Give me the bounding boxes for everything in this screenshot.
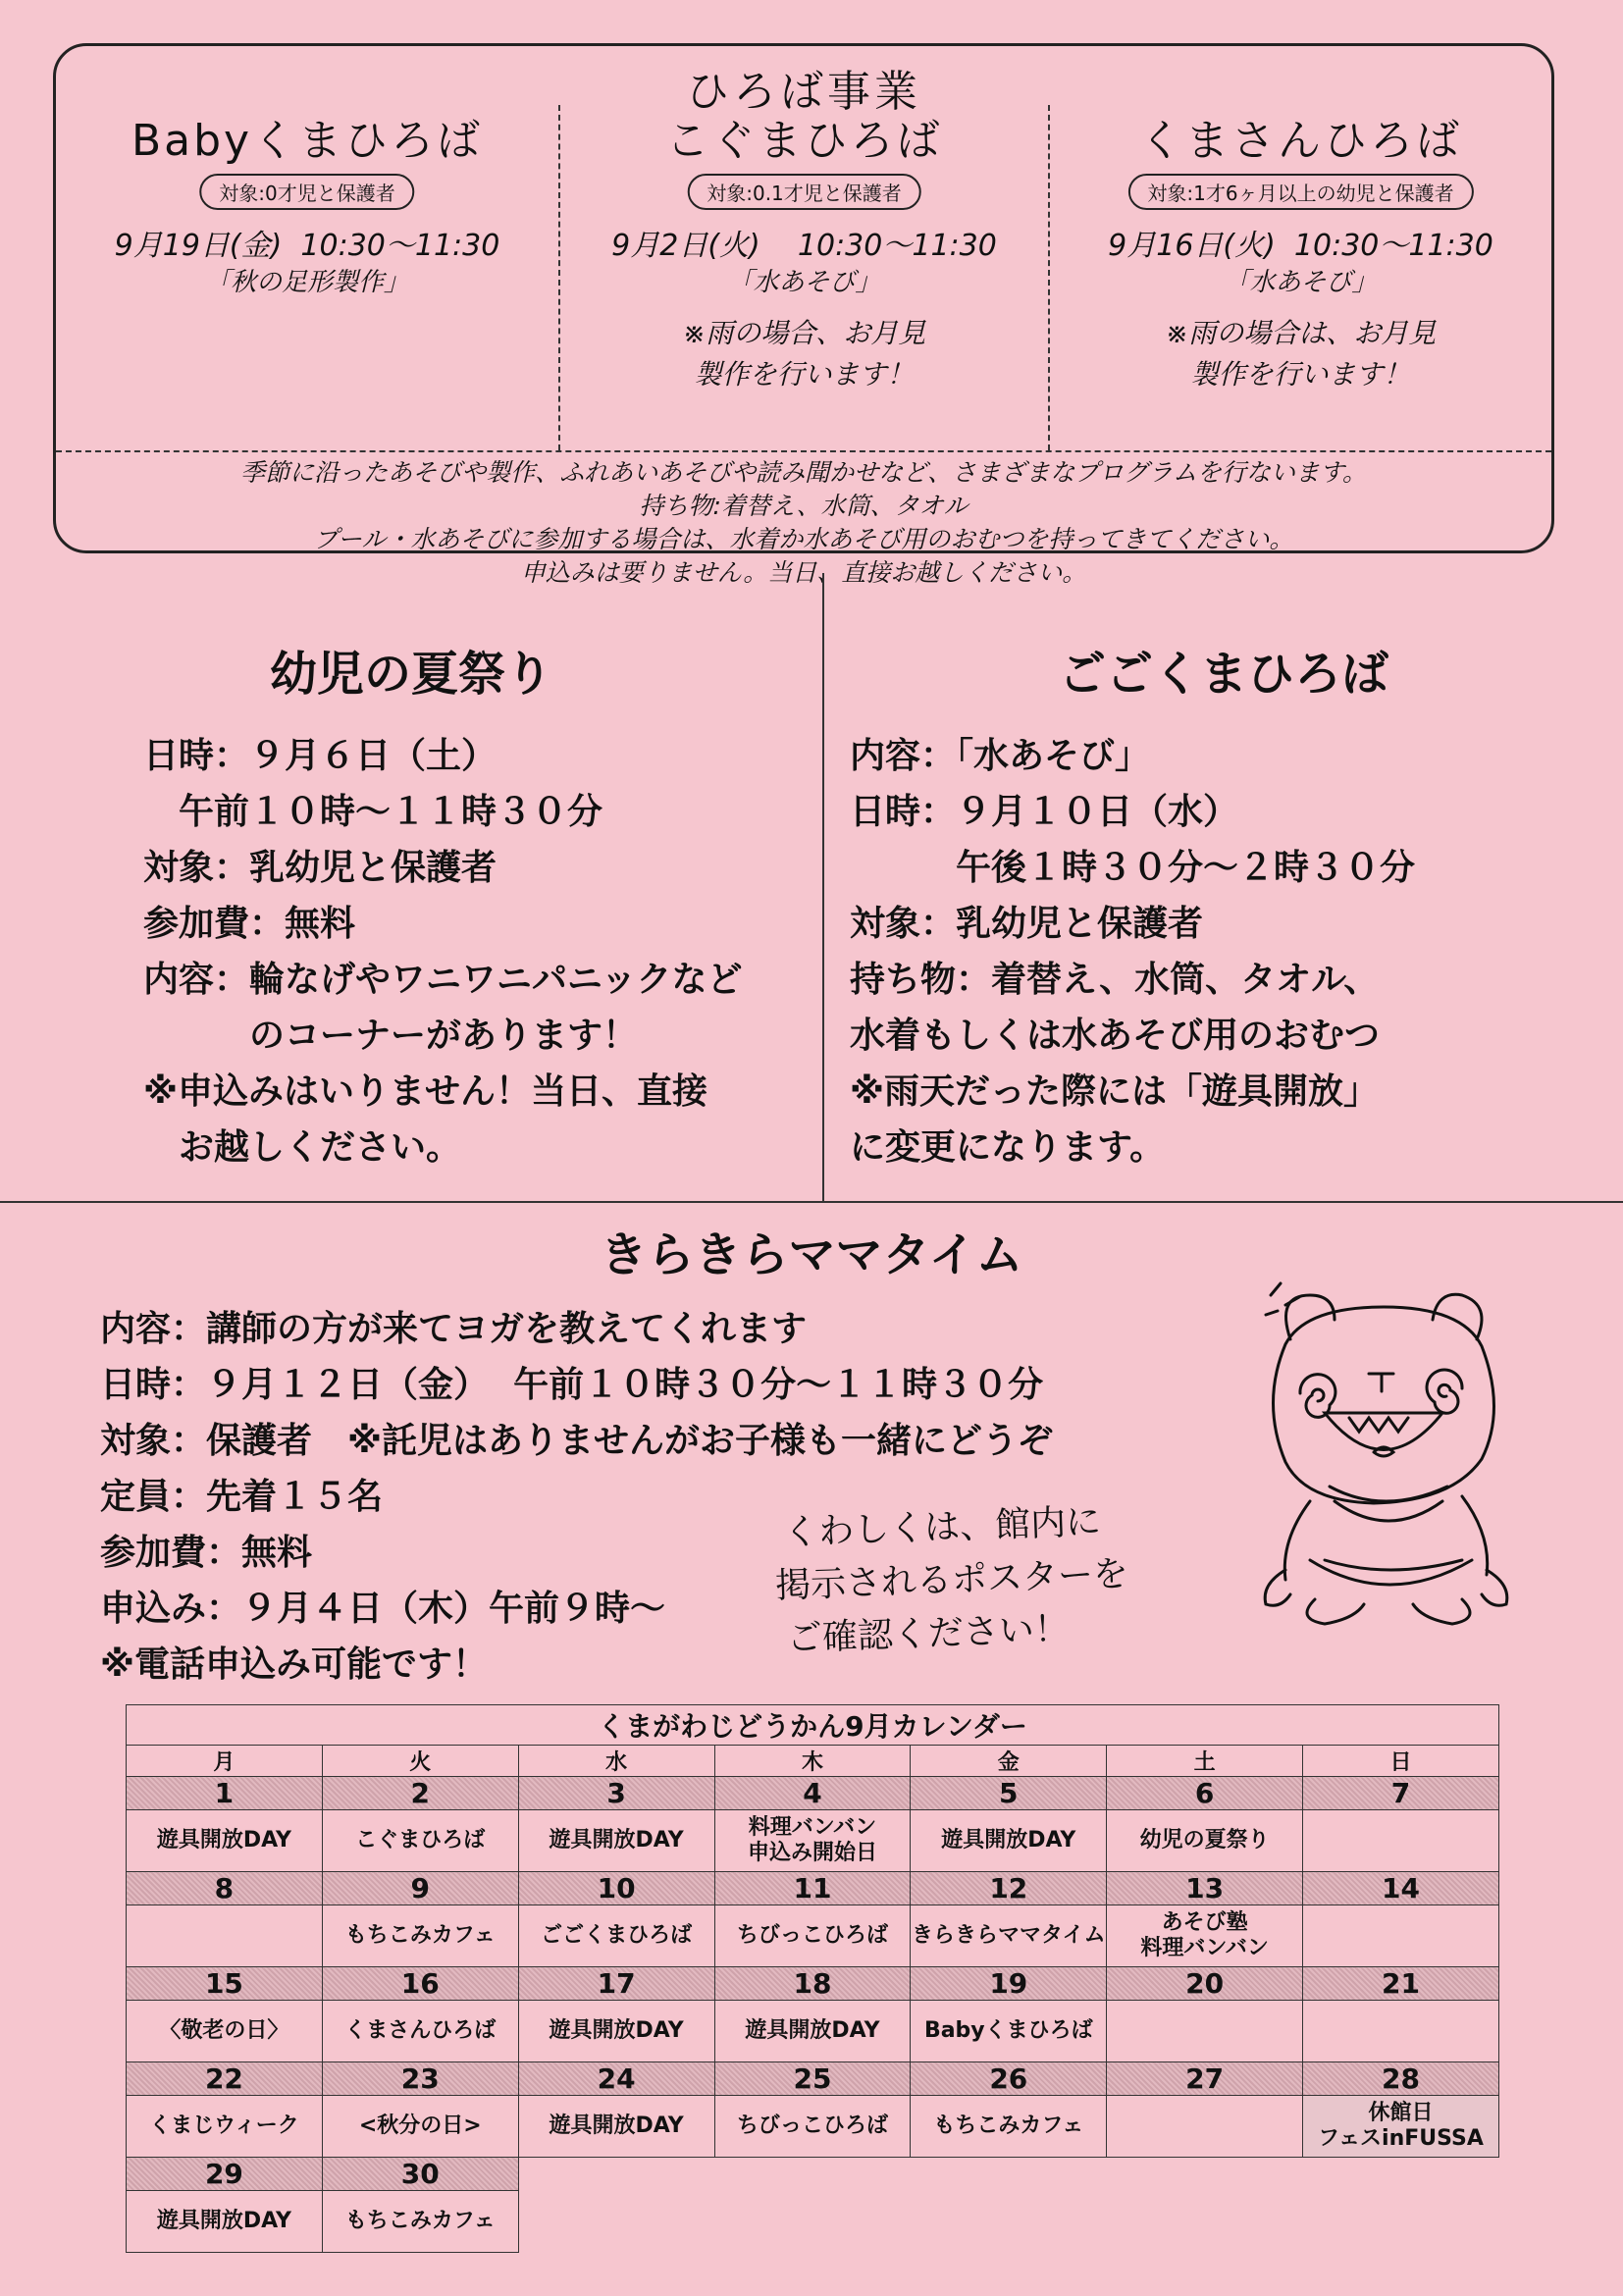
text-line: 持ち物：着替え、水筒、タオル、 xyxy=(850,960,1380,1000)
section-title: 幼児の夏祭り xyxy=(269,647,552,702)
info-line: 季節に沿ったあそびや製作、ふれあいあそびや読み聞かせなど、さまざまなプログラムを行ないます。 xyxy=(240,458,1367,487)
calendar-event: もちこみカフェ xyxy=(322,2191,518,2253)
calendar xyxy=(126,1704,1499,2253)
calendar-date-row xyxy=(127,1872,1499,1905)
calendar-event: くまさんひろば xyxy=(322,2001,518,2062)
note-line: 製作を行います！ xyxy=(1190,358,1411,391)
calendar-event xyxy=(127,1905,323,1967)
calendar-date-row xyxy=(127,1777,1499,1810)
calendar-event: こぐまひろば xyxy=(322,1810,518,1872)
text-line: 午後１時３０分～２時３０分 xyxy=(850,848,1416,888)
calendar-day-number: 25 xyxy=(714,2062,911,2096)
calendar-event xyxy=(1107,2001,1303,2062)
divider xyxy=(56,450,1551,452)
calendar-day-number: 8 xyxy=(127,1872,323,1905)
calendar-event: 遊具開放DAY xyxy=(127,1810,323,1872)
calendar-day-number: 4 xyxy=(714,1777,911,1810)
calendar-event: 遊具開放DAY xyxy=(518,2001,714,2062)
calendar-event: Babyくまひろば xyxy=(911,2001,1107,2062)
calendar-event xyxy=(1303,1905,1499,1967)
calendar-event-row xyxy=(127,1905,1499,1967)
note-line: ※雨の場合は、お月見 xyxy=(1165,317,1437,349)
calendar-event: もちこみカフェ xyxy=(322,1905,518,1967)
calendar-event xyxy=(1303,2001,1499,2062)
text-line: 対象：保護者 ※託児はありませんがお子様も一緒にどうぞ xyxy=(100,1421,1053,1461)
text-line: 定員：先着１５名 xyxy=(100,1477,384,1517)
gogokuma-body xyxy=(850,728,1415,1175)
calendar-day-number: 16 xyxy=(322,1967,518,2001)
target-badge: 対象:0才児と保護者 xyxy=(199,174,414,210)
column-date: 9月19日(金) 10:30～11:30 xyxy=(114,229,500,263)
calendar-empty-cell xyxy=(714,2158,911,2191)
calendar-day-number: 17 xyxy=(518,1967,714,2001)
calendar-day-number: 11 xyxy=(714,1872,911,1905)
note-line: 掲示されるポスターを xyxy=(774,1553,1129,1607)
calendar-empty-cell xyxy=(911,2158,1107,2191)
calendar-event: あそび塾 料理バンバン xyxy=(1107,1905,1303,1967)
calendar-dow: 金 xyxy=(911,1746,1107,1777)
calendar-event: 遊具開放DAY xyxy=(127,2191,323,2253)
calendar-event xyxy=(1303,1810,1499,1872)
calendar-day-number: 1 xyxy=(127,1777,323,1810)
calendar-event-row xyxy=(127,1810,1499,1872)
calendar-event: ちびっこひろば xyxy=(714,2096,911,2158)
info-line: 申込みは要りません。当日、直接お越しください。 xyxy=(520,558,1087,587)
calendar-empty-cell xyxy=(1303,2191,1499,2253)
calendar-day-number: 29 xyxy=(127,2158,323,2191)
column-title: Babyくまひろば xyxy=(131,116,484,166)
calendar-day-number: 2 xyxy=(322,1777,518,1810)
text-line: 日時：９月１２日（金） 午前１０時３０分～１１時３０分 xyxy=(100,1365,1044,1405)
calendar-date-row xyxy=(127,1967,1499,2001)
text-line: 参加費：無料 xyxy=(100,1533,313,1573)
calendar-dow-row xyxy=(127,1746,1499,1777)
calendar-dow: 火 xyxy=(322,1746,518,1777)
calendar-day-number: 27 xyxy=(1107,2062,1303,2096)
calendar-event: くまじウィーク xyxy=(127,2096,323,2158)
note-line: 製作を行います！ xyxy=(694,358,915,391)
calendar-dow: 水 xyxy=(518,1746,714,1777)
section-title: ごごくまひろば xyxy=(1058,647,1388,702)
text-line: 内容：講師の方が来てヨガを教えてくれます xyxy=(100,1309,808,1349)
calendar-date-row xyxy=(127,2158,1499,2191)
text-line: 水着もしくは水あそび用のおむつ xyxy=(850,1016,1381,1056)
calendar-day-number: 5 xyxy=(911,1777,1107,1810)
gogokuma-section xyxy=(824,636,1623,704)
calendar-event: きらきらママタイム xyxy=(911,1905,1107,1967)
calendar-event: もちこみカフェ xyxy=(911,2096,1107,2158)
calendar-day-number: 28 xyxy=(1303,2062,1499,2096)
calendar-event: <秋分の日> xyxy=(322,2096,518,2158)
calendar-day-number: 30 xyxy=(322,2158,518,2191)
target-badge: 対象:0.1才児と保護者 xyxy=(687,174,921,210)
calendar-empty-cell xyxy=(518,2191,714,2253)
calendar-event: 遊具開放DAY xyxy=(518,1810,714,1872)
calendar-event: ごごくまひろば xyxy=(518,1905,714,1967)
hiroba-column-koguma xyxy=(558,105,1048,450)
calendar-empty-cell xyxy=(911,2191,1107,2253)
calendar-day-number: 14 xyxy=(1303,1872,1499,1905)
calendar-table xyxy=(126,1704,1499,2253)
hiroba-column-kumasan xyxy=(1048,105,1551,450)
calendar-day-number: 22 xyxy=(127,2062,323,2096)
calendar-dow: 木 xyxy=(714,1746,911,1777)
calendar-empty-cell xyxy=(1303,2158,1499,2191)
note-line: ご確認ください！ xyxy=(786,1608,1071,1659)
calendar-date-row xyxy=(127,2062,1499,2096)
calendar-event: 遊具開放DAY xyxy=(911,1810,1107,1872)
calendar-day-number: 10 xyxy=(518,1872,714,1905)
text-line: 内容：輪なげやワニワニパニックなど xyxy=(143,960,743,1000)
calendar-empty-cell xyxy=(714,2191,911,2253)
calendar-day-number: 7 xyxy=(1303,1777,1499,1810)
calendar-event-row xyxy=(127,2191,1499,2253)
calendar-event: 料理バンバン 申込み開始日 xyxy=(714,1810,911,1872)
text-line: ※申込みはいりません！当日、直接 xyxy=(143,1071,707,1112)
calendar-empty-cell xyxy=(1107,2191,1303,2253)
calendar-event xyxy=(1107,2096,1303,2158)
column-theme: 「秋の足形製作」 xyxy=(204,268,409,297)
calendar-event-row xyxy=(127,2001,1499,2062)
column-theme: 「水あそび」 xyxy=(727,268,881,297)
calendar-event: 遊具開放DAY xyxy=(714,2001,911,2062)
calendar-event: 幼児の夏祭り xyxy=(1107,1810,1303,1872)
text-line: 対象：乳幼児と保護者 xyxy=(850,904,1204,944)
calendar-day-number: 23 xyxy=(322,2062,518,2096)
calendar-dow: 月 xyxy=(127,1746,323,1777)
calendar-day-number: 21 xyxy=(1303,1967,1499,2001)
note-line: くわしくは、館内に xyxy=(782,1501,1102,1553)
column-title: くまさんひろば xyxy=(1139,116,1462,166)
calendar-day-number: 18 xyxy=(714,1967,911,2001)
text-line: に変更になります。 xyxy=(850,1127,1166,1168)
text-line: ※電話申込み可能です！ xyxy=(100,1644,488,1685)
calendar-day-number: 15 xyxy=(127,1967,323,2001)
hiroba-column-baby xyxy=(56,105,558,450)
calendar-dow: 土 xyxy=(1107,1746,1303,1777)
text-line: 参加費：無料 xyxy=(143,904,356,944)
calendar-dow: 日 xyxy=(1303,1746,1499,1777)
calendar-title: くまがわじどうかん9月カレンダー xyxy=(127,1705,1499,1746)
hiroba-title: ひろば事業 xyxy=(686,67,921,117)
divider xyxy=(0,1201,1623,1203)
natsumatsuri-body xyxy=(143,728,743,1175)
hiroba-info xyxy=(56,456,1551,590)
calendar-event-row xyxy=(127,2096,1499,2158)
column-theme: 「水あそび」 xyxy=(1224,268,1378,297)
text-line: 申込み：９月４日（木）午前９時～ xyxy=(100,1589,666,1629)
hiroba-box xyxy=(53,43,1554,587)
text-line: お越しください。 xyxy=(143,1127,462,1168)
natsumatsuri-section xyxy=(0,636,822,704)
bear-illustration xyxy=(1217,1266,1570,1629)
section-title: きらきらママタイム xyxy=(600,1227,1023,1282)
calendar-day-number: 19 xyxy=(911,1967,1107,2001)
info-line: 持ち物:着替え、水筒、タオル xyxy=(639,492,969,520)
text-line: 日時：９月１０日（水） xyxy=(850,792,1239,832)
calendar-event: 〈敬老の日〉 xyxy=(127,2001,323,2062)
column-title: こぐまひろば xyxy=(665,116,943,166)
calendar-day-number: 3 xyxy=(518,1777,714,1810)
target-badge: 対象:1才6ヶ月以上の幼児と保護者 xyxy=(1127,174,1473,210)
info-line: プール・水あそびに参加する場合は、水着か水あそび用のおむつを持ってきてください。 xyxy=(313,525,1294,553)
calendar-day-number: 24 xyxy=(518,2062,714,2096)
column-date: 9月16日(火) 10:30～11:30 xyxy=(1108,229,1493,263)
calendar-day-number: 9 xyxy=(322,1872,518,1905)
column-date: 9月2日(火) 10:30～11:30 xyxy=(611,229,997,263)
note-line: ※雨の場合、お月見 xyxy=(682,317,926,349)
text-line: 午前１０時～１１時３０分 xyxy=(143,792,603,832)
text-line: ※雨天だった際には「遊具開放」 xyxy=(850,1071,1379,1112)
text-line: 対象：乳幼児と保護者 xyxy=(143,848,497,888)
calendar-event: ちびっこひろば xyxy=(714,1905,911,1967)
handwritten-note xyxy=(772,1495,1130,1666)
calendar-event: 遊具開放DAY xyxy=(518,2096,714,2158)
calendar-empty-cell xyxy=(518,2158,714,2191)
column-note xyxy=(560,313,1048,395)
text-line: のコーナーがあります！ xyxy=(143,1016,639,1056)
calendar-day-number: 13 xyxy=(1107,1872,1303,1905)
calendar-event: 休館日 フェスinFUSSA xyxy=(1303,2096,1499,2158)
text-line: 内容：「水あそび」 xyxy=(850,736,1151,776)
calendar-empty-cell xyxy=(1107,2158,1303,2191)
calendar-day-number: 12 xyxy=(911,1872,1107,1905)
calendar-day-number: 26 xyxy=(911,2062,1107,2096)
calendar-day-number: 6 xyxy=(1107,1777,1303,1810)
text-line: 日時：９月６日（土） xyxy=(143,736,497,776)
column-note xyxy=(1050,313,1551,395)
calendar-day-number: 20 xyxy=(1107,1967,1303,2001)
